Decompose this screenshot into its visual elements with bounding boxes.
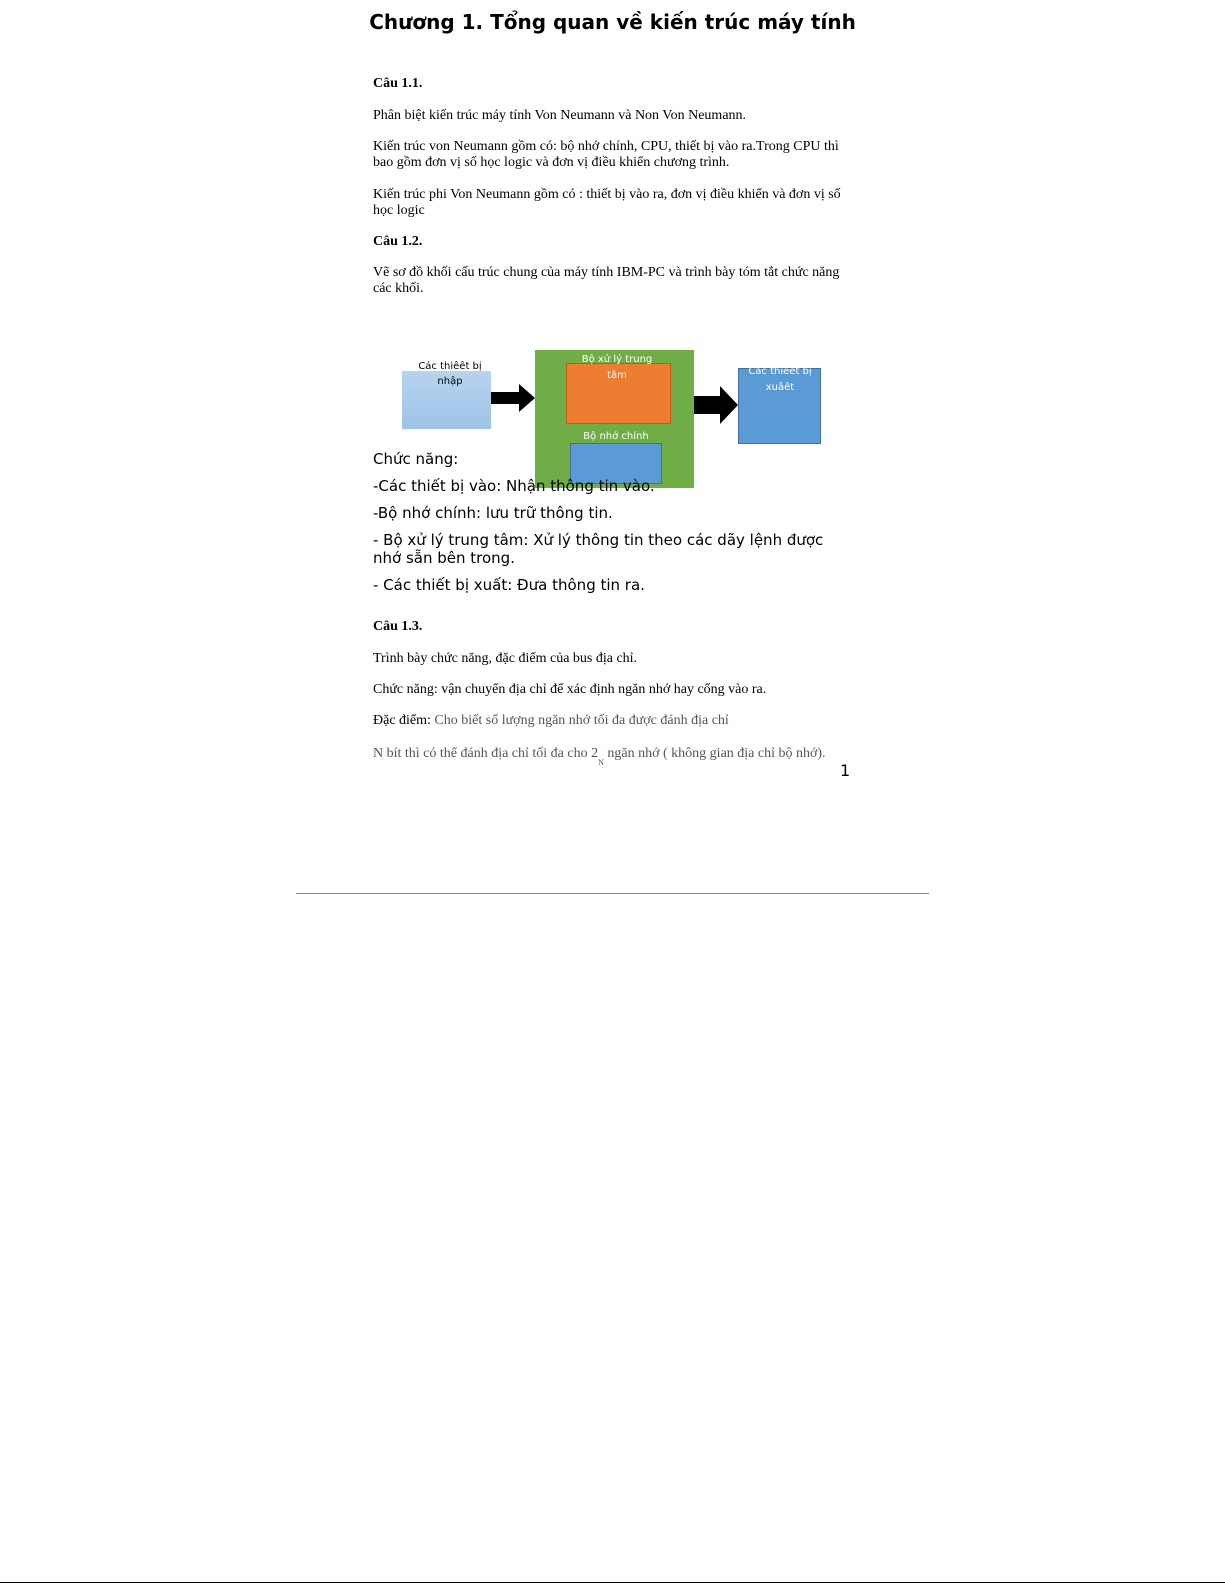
n-bits-exponent: N: [598, 758, 604, 767]
input-devices-label: Các thiêêt bị nhập: [418, 361, 482, 387]
function-item-output: - Các thiết bị xuất: Đưa thông tin ra.: [373, 576, 645, 594]
output-devices-label: Các thiêêt bị xuâêt: [748, 366, 812, 393]
address-bus-feature: [373, 713, 853, 729]
question-1-1-heading: Câu 1.1.: [373, 76, 423, 91]
bottom-border: [0, 1582, 1225, 1583]
question-1-2-text: Vẽ sơ đồ khối cấu trúc chung của máy tính IBM-PC và trình bày tóm tắt chức năng các khối.: [373, 265, 840, 296]
question-1-3-heading: Câu 1.3.: [373, 619, 423, 634]
function-item-input: -Các thiết bị vào: Nhận thông tin vào.: [373, 477, 655, 495]
question-1-1-text: Phân biệt kiến trúc máy tính Von Neumann và Non Von Neumann.: [373, 108, 747, 123]
page-divider: [296, 893, 929, 894]
cpu-label: Bộ xử lý trung tâm: [581, 354, 653, 381]
functions-heading: Chức năng:: [373, 450, 459, 468]
page-title: Chương 1. Tổng quan về kiến trúc máy tính: [369, 10, 856, 34]
feature-text: Cho biết số lượng ngăn nhớ tối đa được đánh địa chỉ: [434, 713, 729, 728]
memory-label: Bộ nhớ chính: [583, 431, 649, 442]
address-bus-function: Chức năng: vận chuyển địa chỉ để xác định ngăn nhớ hay cổng vào ra.: [373, 682, 767, 697]
page-number: 1: [840, 761, 851, 780]
n-bits-before: N bít thì có thể đánh địa chỉ tối đa cho 2: [373, 746, 599, 761]
question-1-2-heading: Câu 1.2.: [373, 234, 423, 249]
function-item-cpu: - Bộ xử lý trung tâm: Xử lý thông tin theo các dãy lệnh được nhớ sẵn bên trong.: [373, 531, 824, 567]
von-neumann-answer: Kiến trúc von Neumann gồm có: bộ nhớ chính, CPU, thiết bị vào ra.Trong CPU thì bao gồm đơn vị số học logic và đơn vị điều khiển chương trình.: [373, 139, 839, 170]
question-1-3-text: Trình bày chức năng, đặc điểm của bus địa chỉ.: [373, 651, 638, 666]
function-item-memory: -Bộ nhớ chính: lưu trữ thông tin.: [373, 504, 613, 522]
n-bits-after: ngăn nhớ ( không gian địa chỉ bộ nhớ).: [607, 746, 826, 761]
address-space-text: [373, 746, 873, 771]
arrow-right-icon: [694, 386, 738, 424]
arrow-right-icon: [491, 384, 535, 412]
non-von-neumann-answer: Kiến trúc phi Von Neumann gồm có : thiết bị vào ra, đơn vị điều khiển và đơn vị số học logic: [373, 187, 841, 218]
feature-label: Đặc điểm:: [373, 713, 431, 728]
